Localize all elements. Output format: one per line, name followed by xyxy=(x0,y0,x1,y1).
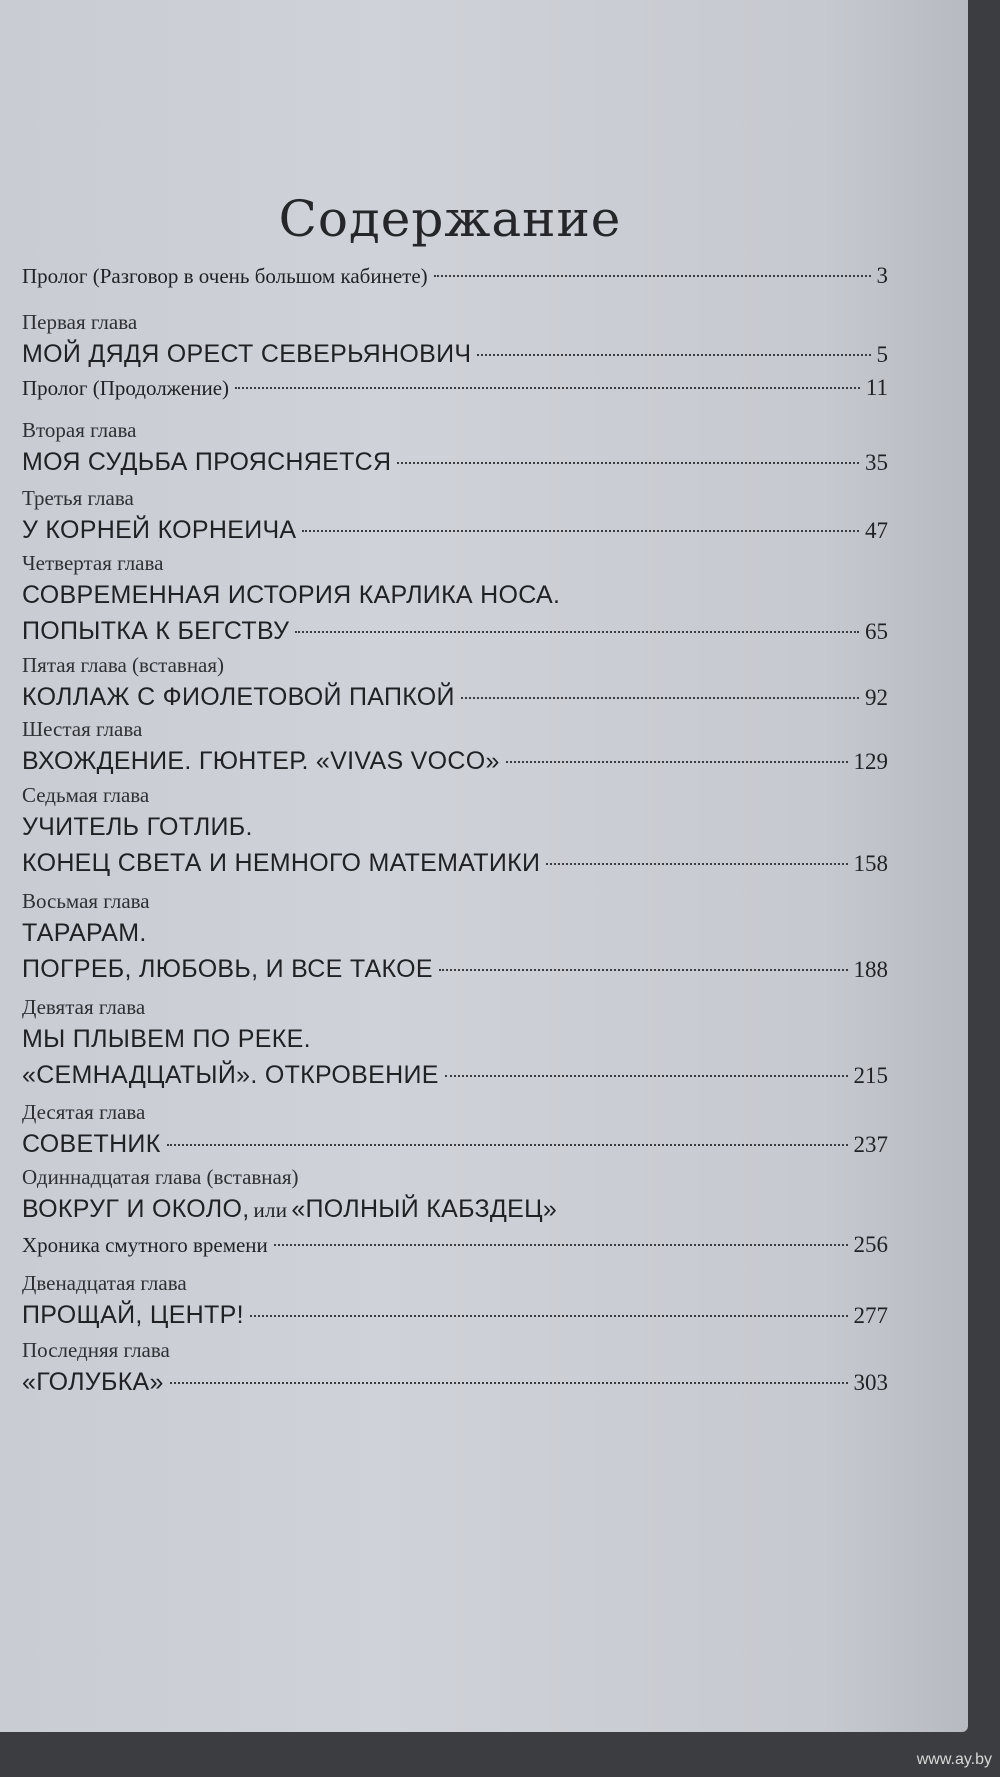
page-number: 129 xyxy=(853,749,888,774)
chapter-label: Одиннадцатая глава (вставная) xyxy=(22,1165,299,1189)
toc-title: У КОРНЕЙ КОРНЕИЧА xyxy=(22,516,297,544)
toc-entry-chapter-8 xyxy=(22,887,888,987)
toc-row xyxy=(22,336,888,372)
toc-entry-prologue xyxy=(22,258,888,294)
toc-title-line: МЫ ПЛЫВЕМ ПО РЕКЕ. xyxy=(22,1025,311,1053)
toc-entry-chapter-9 xyxy=(22,993,888,1093)
toc-title: Пролог (Продолжение) xyxy=(22,376,230,400)
toc-row xyxy=(22,1227,888,1263)
chapter-label: Первая глава xyxy=(22,310,138,334)
page-number: 11 xyxy=(865,375,888,400)
toc-title: КОНЕЦ СВЕТА И НЕМНОГО МАТЕМАТИКИ xyxy=(22,849,541,877)
page-number: 256 xyxy=(853,1232,888,1257)
toc-title-line: ТАРАРАМ. xyxy=(22,919,147,947)
toc-title: СОВЕТНИК xyxy=(22,1130,161,1158)
page-number: 3 xyxy=(876,263,888,288)
leader-dots xyxy=(506,761,848,763)
toc-title-line: УЧИТЕЛЬ ГОТЛИБ. xyxy=(22,813,253,841)
toc-entry-last-chapter xyxy=(22,1336,888,1400)
leader-dots xyxy=(397,462,859,464)
page-number: 188 xyxy=(853,957,888,982)
leader-dots xyxy=(235,387,860,389)
toc-title-line: ВОКРУГ И ОКОЛО, или «ПОЛНЫЙ КАБЗДЕЦ» xyxy=(22,1195,558,1223)
toc-row xyxy=(22,1364,888,1400)
toc-title: Хроника смутного времени xyxy=(22,1233,268,1257)
leader-dots xyxy=(439,969,848,971)
leader-dots xyxy=(170,1382,848,1384)
leader-dots xyxy=(295,631,859,633)
toc-entry-chapter-7 xyxy=(22,781,888,881)
toc-row xyxy=(22,1297,888,1333)
toc-row xyxy=(22,258,888,294)
page-number: 92 xyxy=(865,685,888,710)
toc-row xyxy=(22,1126,888,1162)
leader-dots xyxy=(274,1244,848,1246)
toc-title: ПРОЩАЙ, ЦЕНТР! xyxy=(22,1301,244,1329)
chapter-label: Двенадцатая глава xyxy=(22,1271,187,1295)
page-title: Содержание xyxy=(278,190,622,248)
page-number: 65 xyxy=(865,619,888,644)
chapter-label: Последняя глава xyxy=(22,1338,170,1362)
chapter-label: Пятая глава (вставная) xyxy=(22,653,225,677)
leader-dots xyxy=(546,863,847,865)
toc-title: «СЕМНАДЦАТЫЙ». ОТКРОВЕНИЕ xyxy=(22,1061,439,1089)
toc-row xyxy=(22,845,888,881)
chapter-label: Девятая глава xyxy=(22,995,146,1019)
toc-title: МОЯ СУДЬБА ПРОЯСНЯЕТСЯ xyxy=(22,448,392,476)
toc-row xyxy=(22,370,888,406)
page-number: 35 xyxy=(865,450,888,475)
toc-title: КОЛЛАЖ С ФИОЛЕТОВОЙ ПАПКОЙ xyxy=(22,683,455,711)
toc-title: ВХОЖДЕНИЕ. ГЮНТЕР. «VIVAS VOCO» xyxy=(22,747,500,775)
leader-dots xyxy=(167,1144,848,1146)
chapter-label: Десятая глава xyxy=(22,1100,146,1124)
page-number: 158 xyxy=(853,851,888,876)
chapter-label: Вторая глава xyxy=(22,418,137,442)
toc-entry-chapter-12 xyxy=(22,1269,888,1333)
toc-row xyxy=(22,679,888,715)
toc-title: МОЙ ДЯДЯ ОРЕСТ СЕВЕРЬЯНОВИЧ xyxy=(22,340,472,368)
leader-dots xyxy=(477,354,870,356)
watermark: www.ay.by xyxy=(916,1751,992,1768)
chapter-label: Восьмая глава xyxy=(22,889,150,913)
toc-row xyxy=(22,743,888,779)
toc-entry-chapter-1 xyxy=(22,308,888,372)
leader-dots xyxy=(434,275,871,277)
page-number: 47 xyxy=(865,518,888,543)
toc-entry-chapter-5 xyxy=(22,651,888,715)
page-number: 303 xyxy=(853,1370,888,1395)
chapter-label: Шестая глава xyxy=(22,717,143,741)
toc-row xyxy=(22,1057,888,1093)
toc-row xyxy=(22,951,888,987)
chapter-label: Четвертая глава xyxy=(22,551,164,575)
toc-title: Пролог (Разговор в очень большом кабинете) xyxy=(22,264,428,288)
toc-entry-chapter-4 xyxy=(22,549,888,649)
leader-dots xyxy=(250,1315,848,1317)
toc-row xyxy=(22,512,888,548)
page-number: 277 xyxy=(853,1303,888,1328)
chapter-label: Третья глава xyxy=(22,486,134,510)
toc-title: ПОПЫТКА К БЕГСТВУ xyxy=(22,617,290,645)
page-number: 5 xyxy=(876,342,888,367)
toc-row xyxy=(22,613,888,649)
page-number: 237 xyxy=(853,1132,888,1157)
toc-title-line: СОВРЕМЕННАЯ ИСТОРИЯ КАРЛИКА НОСА. xyxy=(22,581,561,609)
toc-entry-chapter-2 xyxy=(22,416,888,480)
toc-entry-chapter-6 xyxy=(22,715,888,779)
page-number: 215 xyxy=(853,1063,888,1088)
leader-dots xyxy=(445,1075,848,1077)
toc-row xyxy=(22,444,888,480)
toc-entry-chapter-11 xyxy=(22,1163,888,1263)
toc-entry-chapter-3 xyxy=(22,484,888,548)
toc-entry-chapter-10 xyxy=(22,1098,888,1162)
toc-title: «ГОЛУБКА» xyxy=(22,1368,164,1396)
chapter-label: Седьмая глава xyxy=(22,783,150,807)
toc-entry-prologue-continued xyxy=(22,370,888,406)
leader-dots xyxy=(302,530,859,532)
toc-title: ПОГРЕБ, ЛЮБОВЬ, И ВСЕ ТАКОЕ xyxy=(22,955,433,983)
leader-dots xyxy=(461,697,859,699)
